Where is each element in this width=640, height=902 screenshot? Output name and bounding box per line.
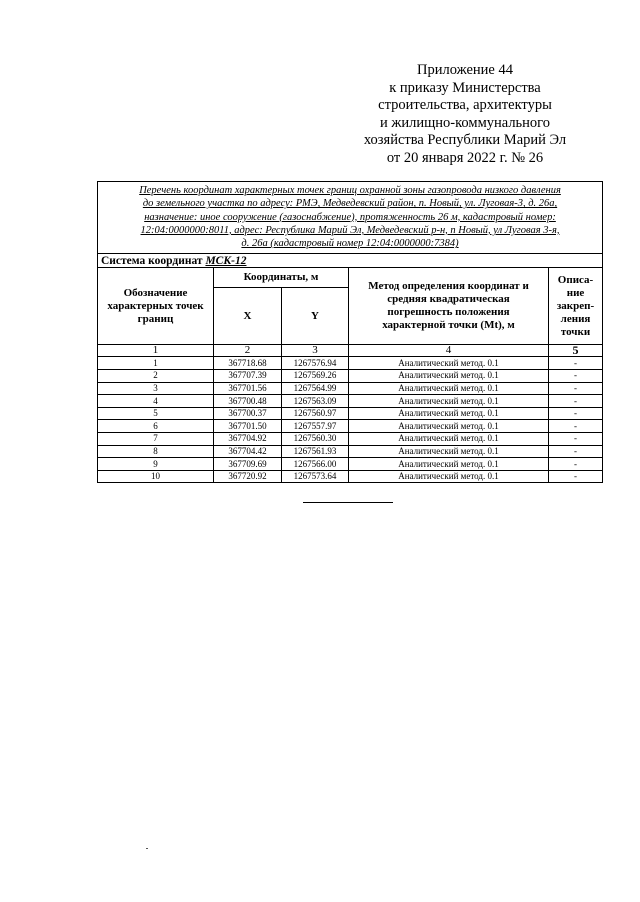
table-row	[98, 357, 603, 370]
table-row	[98, 420, 603, 433]
header-line: Приложение 44	[417, 62, 513, 78]
col-header-point	[98, 268, 214, 345]
cell-method: Аналитический метод. 0.1	[349, 458, 549, 471]
cell-desc: -	[549, 458, 603, 471]
cell-method: Аналитический метод. 0.1	[349, 470, 549, 483]
cell-x: 367718.68	[214, 357, 282, 370]
col-number: 5	[549, 345, 603, 357]
header-line: от 20 января 2022 г. № 26	[386, 149, 544, 166]
cell-y: 1267560.97	[282, 407, 349, 420]
table-body	[98, 357, 603, 483]
title-line: Перечень координат характерных точек границ охранной зоны газопровода низкого давления	[139, 185, 561, 196]
col-number: 2	[214, 345, 282, 357]
cell-point: 5	[98, 407, 214, 420]
header-line: хозяйства Республики Марий Эл	[363, 132, 567, 148]
cell-y: 1267563.09	[282, 395, 349, 408]
cell-desc: -	[549, 395, 603, 408]
cell-method: Аналитический метод. 0.1	[349, 433, 549, 446]
desc-line: закреп-	[556, 299, 595, 312]
cell-point: 7	[98, 433, 214, 446]
desc-line: ние	[566, 286, 585, 299]
cell-desc: -	[549, 433, 603, 446]
table-row	[98, 470, 603, 483]
header-line: и жилищно-коммунального	[379, 114, 551, 131]
col-number: 4	[349, 345, 549, 357]
cell-x: 367704.42	[214, 445, 282, 458]
cell-desc: -	[549, 445, 603, 458]
table-row	[98, 445, 603, 458]
table-row	[98, 395, 603, 408]
cell-x: 367707.39	[214, 370, 282, 383]
cell-x: 367704.92	[214, 433, 282, 446]
desc-line: точки	[560, 325, 591, 338]
cell-method: Аналитический метод. 0.1	[349, 382, 549, 395]
col-header-point-text: Обозначение характерных точек границ	[107, 286, 204, 325]
title-line: д. 26а (кадастровый номер 12:04:0000000:7384)	[241, 238, 459, 250]
cell-x: 367709.69	[214, 458, 282, 471]
cell-point: 1	[98, 357, 214, 370]
cell-method: Аналитический метод. 0.1	[349, 407, 549, 420]
cell-method: Аналитический метод. 0.1	[349, 357, 549, 370]
cell-x: 367700.37	[214, 407, 282, 420]
cell-y: 1267573.64	[282, 470, 349, 483]
header-line: к приказу Министерства	[389, 79, 541, 96]
cell-method: Аналитический метод. 0.1	[349, 420, 549, 433]
col-header-y: Y	[282, 288, 349, 345]
cell-y: 1267557.97	[282, 420, 349, 433]
scan-dot	[146, 848, 148, 849]
cell-point: 3	[98, 382, 214, 395]
col-header-method-text: Метод определения координат и средняя квадратическая погрешность положения характерной точки (Mt), м	[368, 280, 529, 332]
cell-x: 367720.92	[214, 470, 282, 483]
title-line: до земельного участка по адресу: РМЭ, Медведевский район, п. Новый, ул. Луговая-3, д. 26а,	[142, 198, 558, 210]
cell-point: 4	[98, 395, 214, 408]
cell-point: 10	[98, 470, 214, 483]
coordinate-system-label: Система координат	[101, 254, 203, 267]
col-header-x: X	[214, 288, 282, 345]
cell-y: 1267576.94	[282, 357, 349, 370]
desc-line: Описа-	[557, 273, 594, 286]
end-rule	[303, 502, 393, 503]
table-row	[98, 458, 603, 471]
cell-desc: -	[549, 470, 603, 483]
cell-point: 8	[98, 445, 214, 458]
cell-point: 9	[98, 458, 214, 471]
cell-desc: -	[549, 407, 603, 420]
appendix-header	[360, 62, 570, 167]
col-header-method	[349, 268, 549, 345]
title-line: назначение: иное сооружение (газоснабжение), протяженность 26 м, кадастровый номер:	[144, 211, 556, 223]
cell-x: 367701.56	[214, 382, 282, 395]
header-line: строительства, архитектуры	[378, 97, 552, 113]
cell-method: Аналитический метод. 0.1	[349, 445, 549, 458]
cell-x: 367701.50	[214, 420, 282, 433]
cell-desc: -	[549, 382, 603, 395]
table-row	[98, 370, 603, 383]
cell-x: 367700.48	[214, 395, 282, 408]
cell-point: 2	[98, 370, 214, 383]
col-number: 1	[98, 345, 214, 357]
cell-y: 1267569.26	[282, 370, 349, 383]
cell-desc: -	[549, 370, 603, 383]
table-row	[98, 382, 603, 395]
col-header-coords: Координаты, м	[214, 268, 349, 288]
col-number: 3	[282, 345, 349, 357]
cell-point: 6	[98, 420, 214, 433]
desc-line: ления	[560, 312, 591, 325]
title-line: 12:04:0000000:8011, адрес: Республика Марий Эл, Медведевский р-н, п Новый, ул Луговая 3-я,	[140, 224, 560, 236]
coordinate-system-value: МСК-12	[205, 254, 247, 267]
cell-desc: -	[549, 420, 603, 433]
table-title	[98, 182, 603, 254]
cell-y: 1267561.93	[282, 445, 349, 458]
cell-method: Аналитический метод. 0.1	[349, 395, 549, 408]
cell-y: 1267560.30	[282, 433, 349, 446]
table-row	[98, 433, 603, 446]
table-row	[98, 407, 603, 420]
cell-desc: -	[549, 357, 603, 370]
cell-y: 1267566.00	[282, 458, 349, 471]
coordinate-system	[98, 254, 603, 268]
col-header-desc	[549, 268, 603, 345]
cell-y: 1267564.99	[282, 382, 349, 395]
cell-method: Аналитический метод. 0.1	[349, 370, 549, 383]
coordinates-table	[97, 181, 603, 483]
